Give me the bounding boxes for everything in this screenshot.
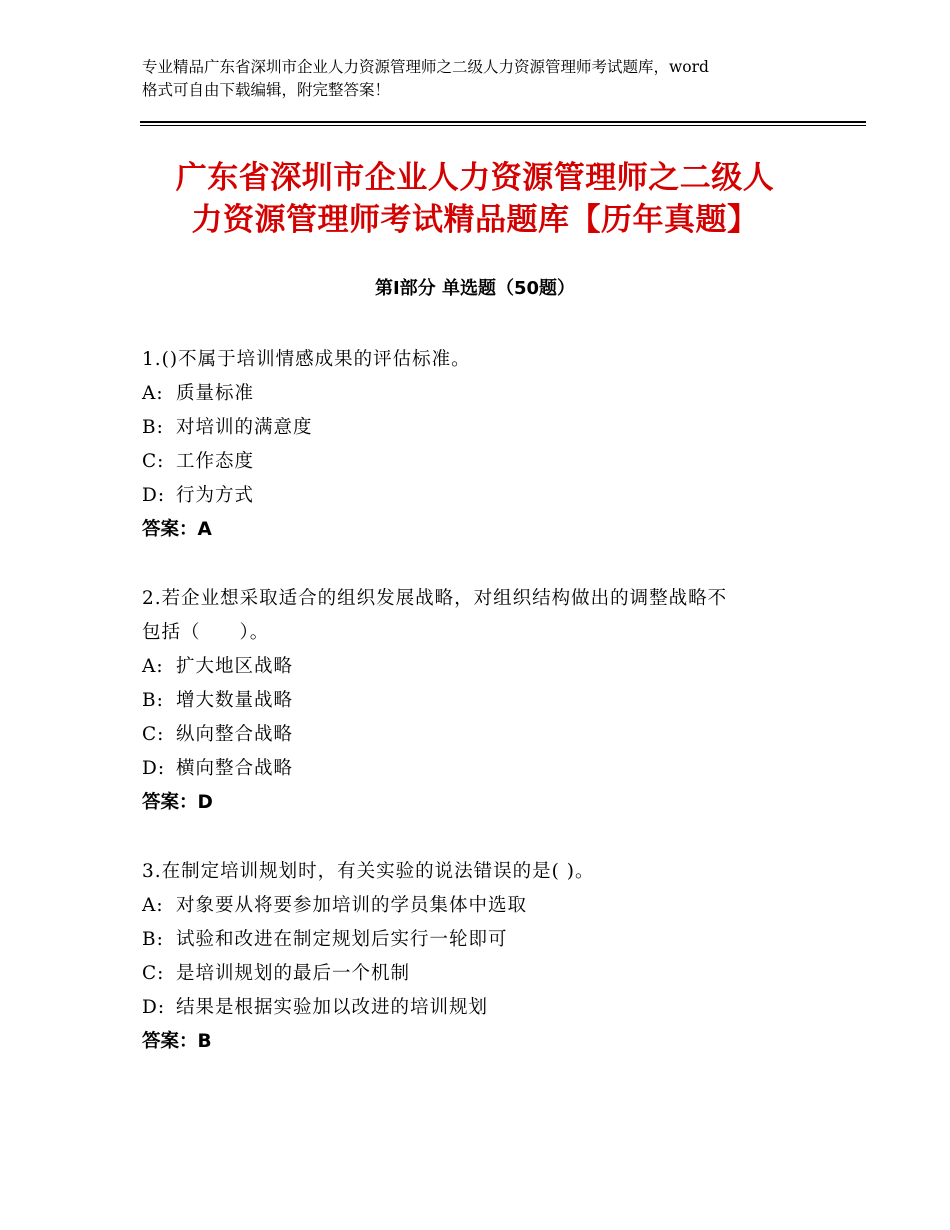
option-text: 纵向整合战略 xyxy=(176,724,294,745)
option-text: 是培训规划的最后一个机制 xyxy=(176,963,411,984)
option-a xyxy=(142,377,822,411)
option-letter: A: xyxy=(142,656,164,677)
question-list xyxy=(142,343,822,1094)
question-stem: 2.若企业想采取适合的组织发展战略，对组织结构做出的调整战略不 xyxy=(142,588,728,609)
option-letter: D: xyxy=(142,758,166,779)
option-letter: C: xyxy=(142,451,165,472)
option-letter: D: xyxy=(142,485,166,506)
option-letter: D: xyxy=(142,997,166,1018)
header-note-line-1: 专业精品广东省深圳市企业人力资源管理师之二级人力资源管理师考试题库，word xyxy=(142,58,709,76)
option-b xyxy=(142,411,822,445)
header-rule-thin xyxy=(140,125,866,126)
option-text: 横向整合战略 xyxy=(176,758,294,779)
option-text: 工作态度 xyxy=(176,451,255,472)
header-rule-thick xyxy=(140,121,866,123)
answer-label: 答案：A xyxy=(142,519,212,540)
option-d xyxy=(142,752,822,786)
document-title xyxy=(100,157,850,241)
option-letter: C: xyxy=(142,724,165,745)
option-letter: B: xyxy=(142,929,164,950)
option-c xyxy=(142,718,822,752)
question-3 xyxy=(142,855,822,1059)
question-stem: 1.()不属于培训情感成果的评估标准。 xyxy=(142,349,471,370)
answer-label: 答案：D xyxy=(142,792,213,813)
header-note xyxy=(142,56,822,102)
option-c xyxy=(142,957,822,991)
question-stem-continued: 包括（ ）。 xyxy=(142,622,270,643)
question-2 xyxy=(142,582,822,820)
option-letter: B: xyxy=(142,690,164,711)
option-text: 增大数量战略 xyxy=(176,690,294,711)
option-text: 行为方式 xyxy=(176,485,255,506)
option-text: 对培训的满意度 xyxy=(176,417,313,438)
option-text: 结果是根据实验加以改进的培训规划 xyxy=(176,997,489,1018)
option-letter: B: xyxy=(142,417,164,438)
option-text: 对象要从将要参加培训的学员集体中选取 xyxy=(176,895,528,916)
option-letter: C: xyxy=(142,963,165,984)
question-1 xyxy=(142,343,822,547)
question-stem: 3.在制定培训规划时，有关实验的说法错误的是( )。 xyxy=(142,861,595,882)
option-letter: A: xyxy=(142,895,164,916)
section-heading: 第Ⅰ部分 单选题（50题） xyxy=(374,278,575,299)
option-text: 试验和改进在制定规划后实行一轮即可 xyxy=(176,929,508,950)
option-a xyxy=(142,650,822,684)
header-note-line-2: 格式可自由下载编辑，附完整答案！ xyxy=(142,81,391,99)
option-text: 扩大地区战略 xyxy=(176,656,294,677)
option-d xyxy=(142,991,822,1025)
answer-label: 答案：B xyxy=(142,1031,212,1052)
option-c xyxy=(142,445,822,479)
option-b xyxy=(142,684,822,718)
option-d xyxy=(142,479,822,513)
option-text: 质量标准 xyxy=(176,383,255,404)
option-letter: A: xyxy=(142,383,164,404)
document-title-line-1: 广东省深圳市企业人力资源管理师之二级人 xyxy=(175,160,775,196)
document-title-line-2: 力资源管理师考试精品题库【历年真题】 xyxy=(191,202,759,238)
option-b xyxy=(142,923,822,957)
option-a xyxy=(142,889,822,923)
